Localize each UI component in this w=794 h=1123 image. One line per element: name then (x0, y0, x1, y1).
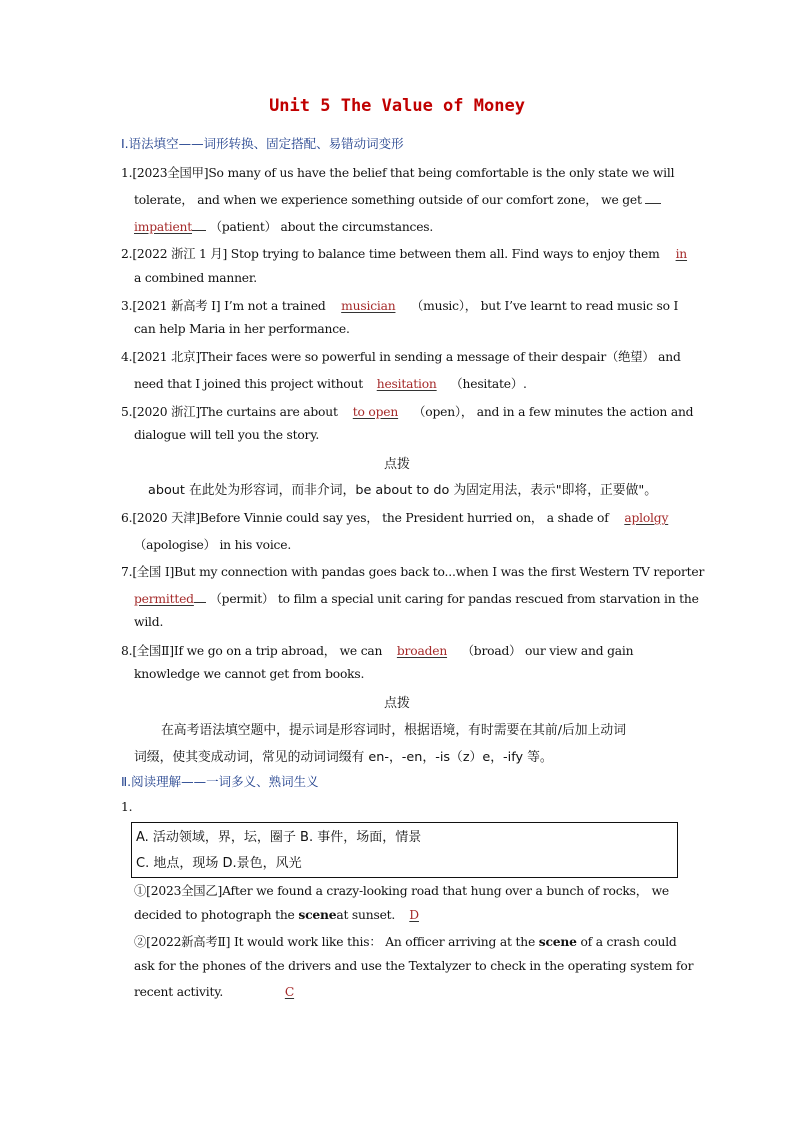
question-6-text: 6.[2020 天津]Before Vinnie could say yes， the President hurried on， a shade of (121, 511, 609, 525)
question-2-line-1 (121, 244, 699, 262)
answer-r1-1: D (409, 908, 419, 922)
reading-sentence-2-text: ②[2022新高考Ⅱ] It would work like this： An officer arriving at the (134, 935, 536, 949)
question-1-line-2 (134, 190, 661, 208)
answer-q2: in (675, 247, 688, 261)
answer-r1-2: C (284, 985, 295, 999)
question-1-hint: （patient） about the circumstances. (209, 220, 434, 234)
reading-question-number: 1. (121, 800, 133, 814)
question-3-line-1 (121, 296, 678, 314)
answer-blank (645, 191, 661, 204)
question-7-line-3: wild. (134, 615, 164, 629)
question-6-line-2: （apologise） in his voice. (134, 538, 292, 552)
answer-blank (194, 590, 206, 603)
answer-q4: hesitation (376, 377, 437, 391)
reading-sentence-2-tail: of a crash could (580, 935, 677, 949)
definition-box (131, 822, 678, 878)
question-4-text-b: （hesitate）. (450, 377, 527, 391)
page-title: Unit 5 The Value of Money (269, 96, 525, 116)
question-8-line-1 (121, 641, 633, 659)
keyword-scene: scene (298, 907, 337, 922)
reading-sentence-2-end: recent activity. (134, 985, 224, 999)
reading-sentence-2-line-2: ask for the phones of the drivers and use the Textalyzer to check in the operating system for (134, 959, 694, 973)
answer-q5: to open (352, 405, 399, 419)
answer-q7: permitted (134, 592, 194, 606)
keyword-scene: scene (538, 934, 577, 949)
reading-sentence-1-text: decided to photograph the (134, 908, 295, 922)
question-5-text-a: 5.[2020 浙江]The curtains are about (121, 405, 338, 419)
question-8-text-a: 8.[全国Ⅱ]If we go on a trip abroad， we can (121, 644, 383, 658)
question-1-text: tolerate， and when we experience something outside of our comfort zone， we get (134, 193, 642, 207)
answer-q8: broaden (396, 644, 448, 658)
question-5-line-2: dialogue will tell you the story. (134, 428, 320, 442)
tip-text-line-1: 在高考语法填空题中，提示词是形容词时，根据语境，有时需要在其前/后加上动词 (161, 723, 626, 738)
definition-line-1: A. 活动领域，界，坛，圈子 B. 事件，场面，情景 (136, 830, 422, 845)
question-4-line-2 (134, 374, 527, 392)
answer-q6: aplolgy (624, 511, 669, 525)
reading-sentence-2-line-3 (134, 985, 308, 999)
question-7-line-1: 7.[全国 Ⅰ]But my connection with pandas goes back to...when I was the first Western TV reporter (121, 565, 705, 579)
question-2-text: 2.[2022 浙江 1 月] Stop trying to balance time between them all. Find ways to enjoy them (121, 247, 660, 261)
tip-heading: 点拨 (383, 696, 410, 711)
definition-line-2: C. 地点，现场 D.景色，风光 (136, 856, 302, 871)
tip-heading: 点拨 (383, 457, 410, 472)
question-5-text-b: （open）， and in a few minutes the action and (413, 405, 694, 419)
question-1-line-3 (134, 217, 433, 235)
reading-sentence-1-tail: at sunset. (336, 908, 396, 922)
answer-q3: musician (341, 299, 396, 313)
question-6-line-1 (121, 508, 680, 526)
section-heading-reading: Ⅱ.阅读理解——一词多义、熟词生义 (121, 774, 319, 789)
reading-sentence-1-line-1: ①[2023全国乙]After we found a crazy-looking road that hung over a bunch of rocks， we (134, 884, 669, 898)
tip-text-line-2: 词缀，使其变成动词，常见的动词词缀有 en-，-en，-is（z）e，-ify 等。 (134, 750, 553, 765)
question-3-text-b: （music）， but I’ve learnt to read music so I (411, 299, 679, 313)
question-2-line-2: a combined manner. (134, 271, 257, 285)
question-3-line-2: can help Maria in her performance. (134, 322, 350, 336)
question-8-line-2: knowledge we cannot get from books. (134, 667, 365, 681)
question-3-text-a: 3.[2021 新高考 Ⅰ] I’m not a trained (121, 299, 326, 313)
question-1-line-1: 1.[2023全国甲]So many of us have the belief that being comfortable is the only state we will (121, 166, 675, 180)
tip-text: about 在此处为形容词，而非介词，be about to do 为固定用法，表示"即将，正要做"。 (148, 483, 658, 498)
question-7-text: （permit） to film a special unit caring for pandas rescued from starvation in the (209, 592, 699, 606)
reading-sentence-2-line-1 (134, 932, 677, 950)
question-4-text-a: need that I joined this project without (134, 377, 363, 391)
question-5-line-1 (121, 402, 693, 420)
question-7-line-2 (134, 589, 699, 607)
reading-sentence-1-line-2 (134, 907, 433, 922)
question-4-line-1: 4.[2021 北京]Their faces were so powerful in sending a message of their despair（绝望） and (121, 350, 681, 364)
section-heading-grammar: Ⅰ.语法填空——词形转换、固定搭配、易错动词变形 (121, 136, 404, 151)
answer-blank (192, 218, 206, 231)
question-8-text-b: （broad） our view and gain (461, 644, 634, 658)
answer-q1: impatient (134, 220, 193, 234)
